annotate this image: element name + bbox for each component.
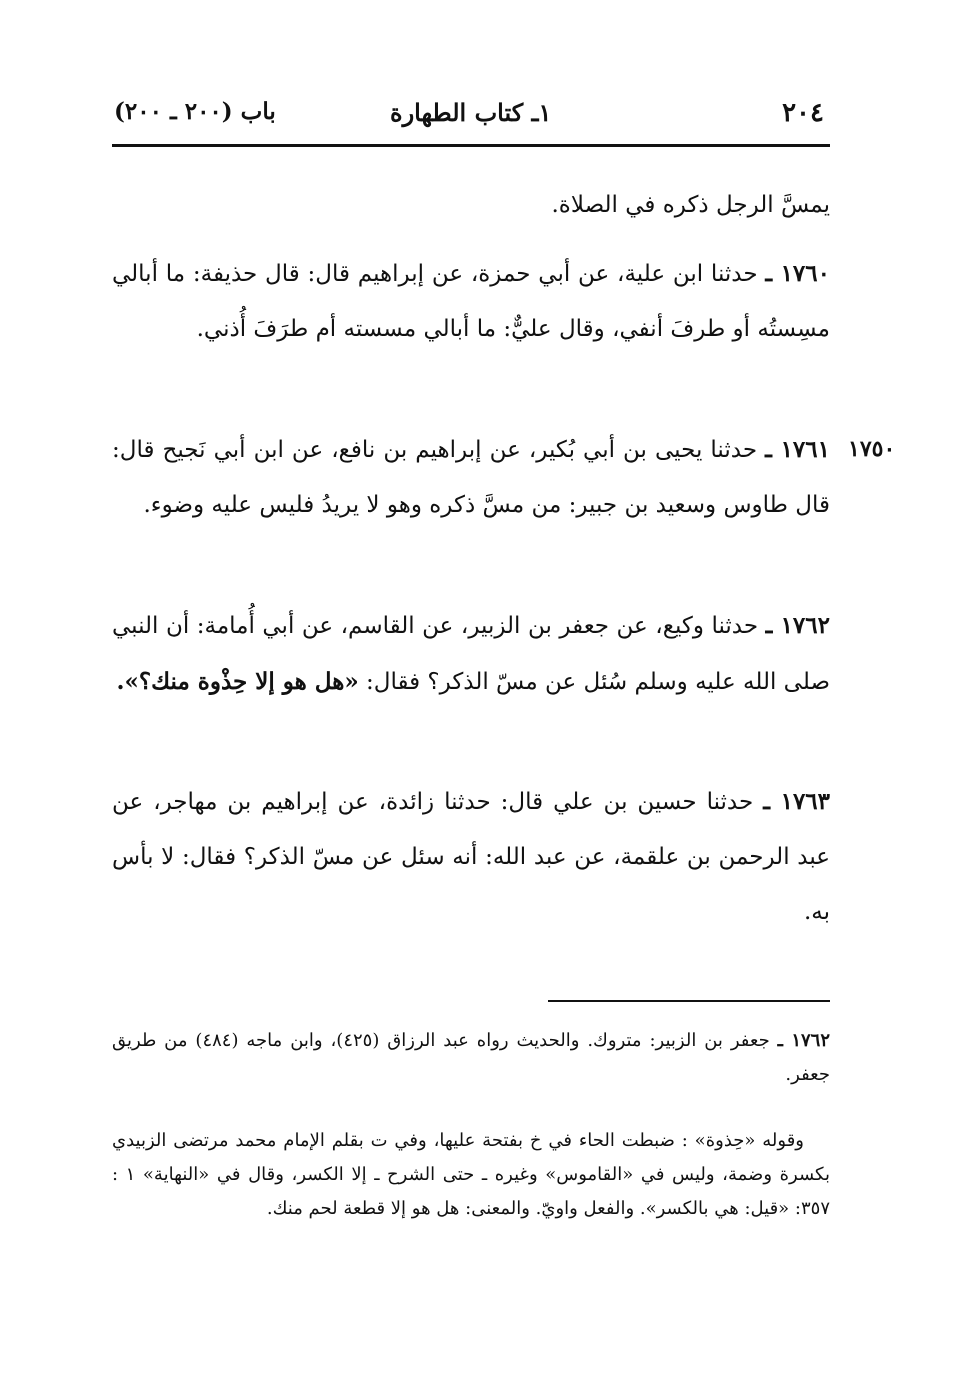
- hadith-text: حدثنا ابن علية، عن أبي حمزة، عن إبراهيم قال: قال حذيفة: ما أبالي مسِستُه أو طرفَ أنفي، وقال عليٌّ: ما أبالي مسسته أم طرَفَ أُذني.: [112, 261, 830, 342]
- hadith-text: حدثنا يحيى بن أبي بُكير، عن إبراهيم بن نافع، عن ابن أبي نَجيح قال: قال طاوس وسعيد بن جبير: من مسَّ ذكره وهو لا يريدُ فليس عليه وضوء.: [112, 437, 830, 518]
- hadith-1763: [112, 774, 830, 940]
- book-title: ١ـ كتاب الطهارة: [390, 98, 552, 127]
- page-number: ٢٠٤: [782, 98, 824, 128]
- footnote-text: جعفر بن الزبير: متروك. والحديث رواه عبد الرزاق (٤٢٥)، وابن ماجه (٤٨٤) من طريق جعفر.: [112, 1030, 830, 1085]
- page-header: [112, 98, 830, 138]
- hadith-number: ١٧٦١ ـ: [765, 436, 830, 463]
- paragraph-continuation: [112, 178, 830, 233]
- paragraph-text: يمسَّ الرجل ذكره في الصلاة.: [551, 192, 830, 218]
- hadith-1762: [112, 598, 830, 710]
- footnote-text: وقوله «حِذوة» : ضبطت الحاء في خ بفتحة عليها، وفي ت بقلم الإمام محمد مرتضى الزبيدي بكسرة وضمة، وليس في «القاموس» وغيره ـ حتى الشرح ـ إلا الكسر، وقال في «النهاية» ١ : ٣٥٧: «قيل: هي بالكسر». والفعل واويّ. والمعنى: هل هو إلا قطعة لحم منك.: [112, 1130, 830, 1219]
- footnote-1762: [112, 1024, 830, 1092]
- footnote-rule: [548, 1000, 830, 1002]
- hadith-number: ١٧٦٣ ـ: [763, 788, 831, 815]
- footnote-number: ١٧٦٢ ـ: [777, 1030, 830, 1051]
- hadith-quote: «هل هو إلا حِذْوة منك؟».: [116, 668, 359, 695]
- hadith-text: حدثنا حسين بن علي قال: حدثنا زائدة، عن إبراهيم بن مهاجر، عن عبد الرحمن بن علقمة، عن عبد الله: أنه سئل عن مسّ الذكر؟ فقال: لا بأس به.: [112, 789, 830, 925]
- margin-number: ١٧٥٠: [848, 436, 896, 462]
- hadith-number: ١٧٦٠ ـ: [765, 260, 830, 287]
- hadith-text: حدثنا وكيع، عن جعفر بن الزبير، عن القاسم، عن أبي أُمامة: أن النبي صلى الله عليه وسلم سُئل عن مسّ الذكر؟ فقال:: [112, 613, 830, 695]
- hadith-number: ١٧٦٢ ـ: [765, 612, 830, 639]
- hadith-1760: [112, 246, 830, 357]
- hadith-1761: [112, 422, 830, 533]
- chapter-heading: باب (٢٠٠ ـ ٢٠٠): [114, 98, 276, 125]
- header-rule: [112, 144, 830, 147]
- footnote-commentary: [112, 1124, 830, 1226]
